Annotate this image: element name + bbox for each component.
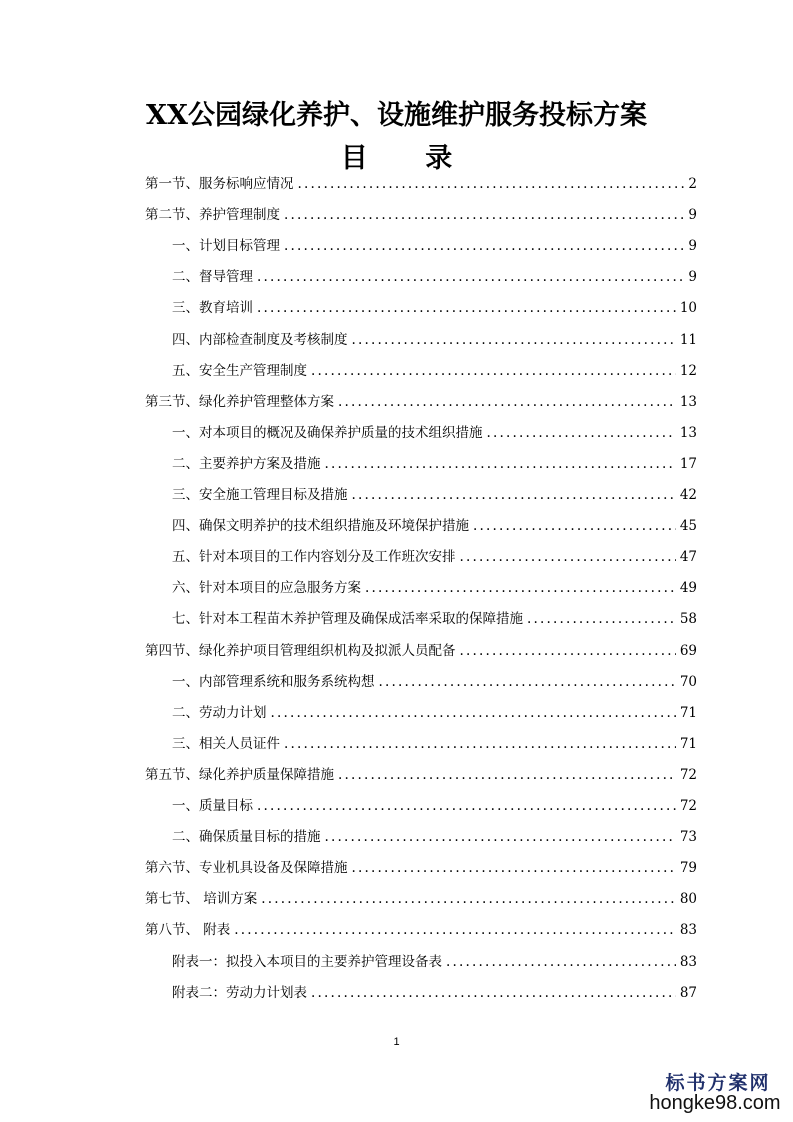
toc-entry-page: 9 [688, 207, 697, 224]
toc-dot-leader [460, 549, 676, 565]
toc-dot-leader [234, 922, 676, 938]
toc-dot-leader [284, 207, 684, 223]
toc-entry-label: 附表二：劳动力计划表 [172, 984, 307, 1001]
toc-entry-label: 二、主要养护方案及措施 [172, 455, 321, 472]
toc-entry[interactable] [145, 172, 697, 194]
toc-dot-leader [257, 798, 676, 814]
toc-dot-leader [527, 611, 676, 627]
toc-entry[interactable] [145, 918, 697, 940]
toc-dot-leader [352, 332, 676, 348]
toc-entry-label: 五、针对本项目的工作内容划分及工作班次安排 [172, 549, 456, 566]
toc-entry-page: 83 [679, 922, 697, 939]
toc-dot-leader [446, 954, 676, 970]
toc-entry-label: 一、计划目标管理 [172, 238, 280, 255]
toc-dot-leader [271, 705, 676, 721]
toc-entry-label: 二、确保质量目标的措施 [172, 829, 321, 846]
toc-dot-leader [460, 643, 676, 659]
toc-dot-leader [352, 860, 676, 876]
toc-entry-label: 第三节、绿化养护管理整体方案 [145, 393, 334, 410]
toc-dot-leader [284, 238, 684, 254]
toc-dot-leader [261, 891, 676, 907]
toc-entry-page: 79 [679, 860, 697, 877]
toc-entry[interactable] [172, 576, 697, 598]
toc-entry-page: 72 [679, 766, 697, 783]
toc-dot-leader [311, 985, 676, 1001]
toc-entry-page: 69 [679, 642, 697, 659]
toc-entry[interactable] [172, 670, 697, 692]
toc-entry-label: 第五节、绿化养护质量保障措施 [145, 766, 334, 783]
toc-entry[interactable] [172, 545, 697, 567]
toc-entry-label: 四、确保文明养护的技术组织措施及环境保护措施 [172, 518, 469, 535]
toc-entry-label: 附表一：拟投入本项目的主要养护管理设备表 [172, 953, 442, 970]
toc-entry-label: 第四节、绿化养护项目管理组织机构及拟派人员配备 [145, 642, 456, 659]
toc-dot-leader [325, 456, 676, 472]
toc-entry-label: 三、教育培训 [172, 300, 253, 317]
page-number: 1 [393, 1036, 400, 1048]
toc-entry-page: 87 [679, 984, 697, 1001]
toc-entry-page: 13 [679, 393, 697, 410]
toc-entry[interactable] [145, 763, 697, 785]
toc-entry-page: 42 [679, 487, 697, 503]
watermark-url: hongke98.com [649, 1092, 781, 1114]
toc-entry[interactable] [172, 825, 697, 847]
toc-dot-leader [338, 394, 676, 410]
toc-entry[interactable] [172, 234, 697, 256]
toc-dot-leader [257, 269, 684, 285]
toc-entry-page: 47 [679, 549, 697, 566]
toc-entry[interactable] [172, 265, 697, 287]
toc-entry[interactable] [172, 607, 697, 629]
toc-dot-leader [257, 300, 676, 316]
toc-entry[interactable] [172, 981, 697, 1003]
toc-entry-page: 83 [679, 953, 697, 970]
toc-entry[interactable] [172, 950, 697, 972]
toc-entry-label: 三、相关人员证件 [172, 735, 280, 752]
document-subtitle: 目 录 [340, 143, 477, 174]
toc-entry[interactable] [172, 514, 697, 536]
toc-dot-leader [311, 363, 676, 379]
toc-entry[interactable] [172, 421, 697, 443]
toc-entry[interactable] [172, 483, 697, 505]
toc-entry-label: 第六节、专业机具设备及保障措施 [145, 860, 348, 877]
toc-dot-leader [284, 736, 676, 752]
toc-entry-label: 第二节、养护管理制度 [145, 207, 280, 224]
toc-entry-page: 11 [679, 331, 697, 348]
toc-entry-page: 58 [679, 611, 697, 628]
toc-dot-leader [487, 425, 676, 441]
toc-dot-leader [365, 580, 676, 596]
toc-entry-label: 二、劳动力计划 [172, 704, 267, 721]
toc-entry-label: 第七节、 培训方案 [145, 891, 258, 908]
toc-dot-leader [298, 176, 685, 192]
toc-entry-page: 13 [679, 424, 697, 441]
toc-entry-page: 45 [679, 518, 697, 535]
toc-entry-label: 一、对本项目的概况及确保养护质量的技术组织措施 [172, 424, 483, 441]
toc-entry-page: 2 [688, 176, 697, 192]
toc-entry-label: 七、针对本工程苗木养护管理及确保成活率采取的保障措施 [172, 611, 523, 628]
toc-entry-page: 71 [679, 704, 697, 721]
toc-entry[interactable] [145, 856, 697, 878]
toc-entry[interactable] [172, 701, 697, 723]
toc-entry-label: 第一节、服务标响应情况 [145, 176, 294, 192]
toc-dot-leader [473, 518, 676, 534]
toc-dot-leader [338, 767, 676, 783]
toc-entry-page: 70 [679, 673, 697, 690]
toc-entry-page: 72 [679, 798, 697, 814]
toc-entry[interactable] [172, 328, 697, 350]
toc-entry[interactable] [145, 203, 697, 225]
toc-entry[interactable] [145, 887, 697, 909]
toc-entry-label: 五、安全生产管理制度 [172, 362, 307, 379]
document-title: XX公园绿化养护、设施维护服务投标方案 [146, 100, 647, 131]
toc-entry[interactable] [172, 794, 697, 816]
toc-entry-label: 四、内部检查制度及考核制度 [172, 331, 348, 348]
toc-dot-leader [379, 674, 676, 690]
toc-entry-page: 17 [679, 455, 697, 472]
toc-entry-label: 一、质量目标 [172, 798, 253, 814]
toc-entry[interactable] [172, 732, 697, 754]
toc-entry[interactable] [172, 296, 697, 318]
toc-entry-label: 二、督导管理 [172, 269, 253, 286]
toc-entry[interactable] [172, 452, 697, 474]
toc-entry-page: 71 [679, 735, 697, 752]
toc-entry-label: 一、内部管理系统和服务系统构想 [172, 673, 375, 690]
toc-entry-label: 第八节、 附表 [145, 922, 231, 939]
watermark-site-name: 标书方案网 [665, 1072, 771, 1094]
toc-entry-page: 9 [688, 238, 697, 255]
toc-entry-page: 12 [679, 362, 697, 379]
toc-entry-page: 9 [688, 269, 697, 286]
toc-dot-leader [352, 487, 676, 503]
toc-entry-page: 49 [679, 580, 697, 597]
toc-entry[interactable] [145, 639, 697, 661]
toc-entry[interactable] [172, 359, 697, 381]
toc-entry-page: 80 [679, 891, 697, 908]
toc-entry-page: 10 [679, 300, 697, 317]
toc-entry-label: 六、针对本项目的应急服务方案 [172, 580, 361, 597]
toc-entry-label: 三、安全施工管理目标及措施 [172, 487, 348, 503]
toc-entry[interactable] [145, 390, 697, 412]
toc-entry-page: 73 [679, 829, 697, 846]
toc-dot-leader [325, 829, 676, 845]
